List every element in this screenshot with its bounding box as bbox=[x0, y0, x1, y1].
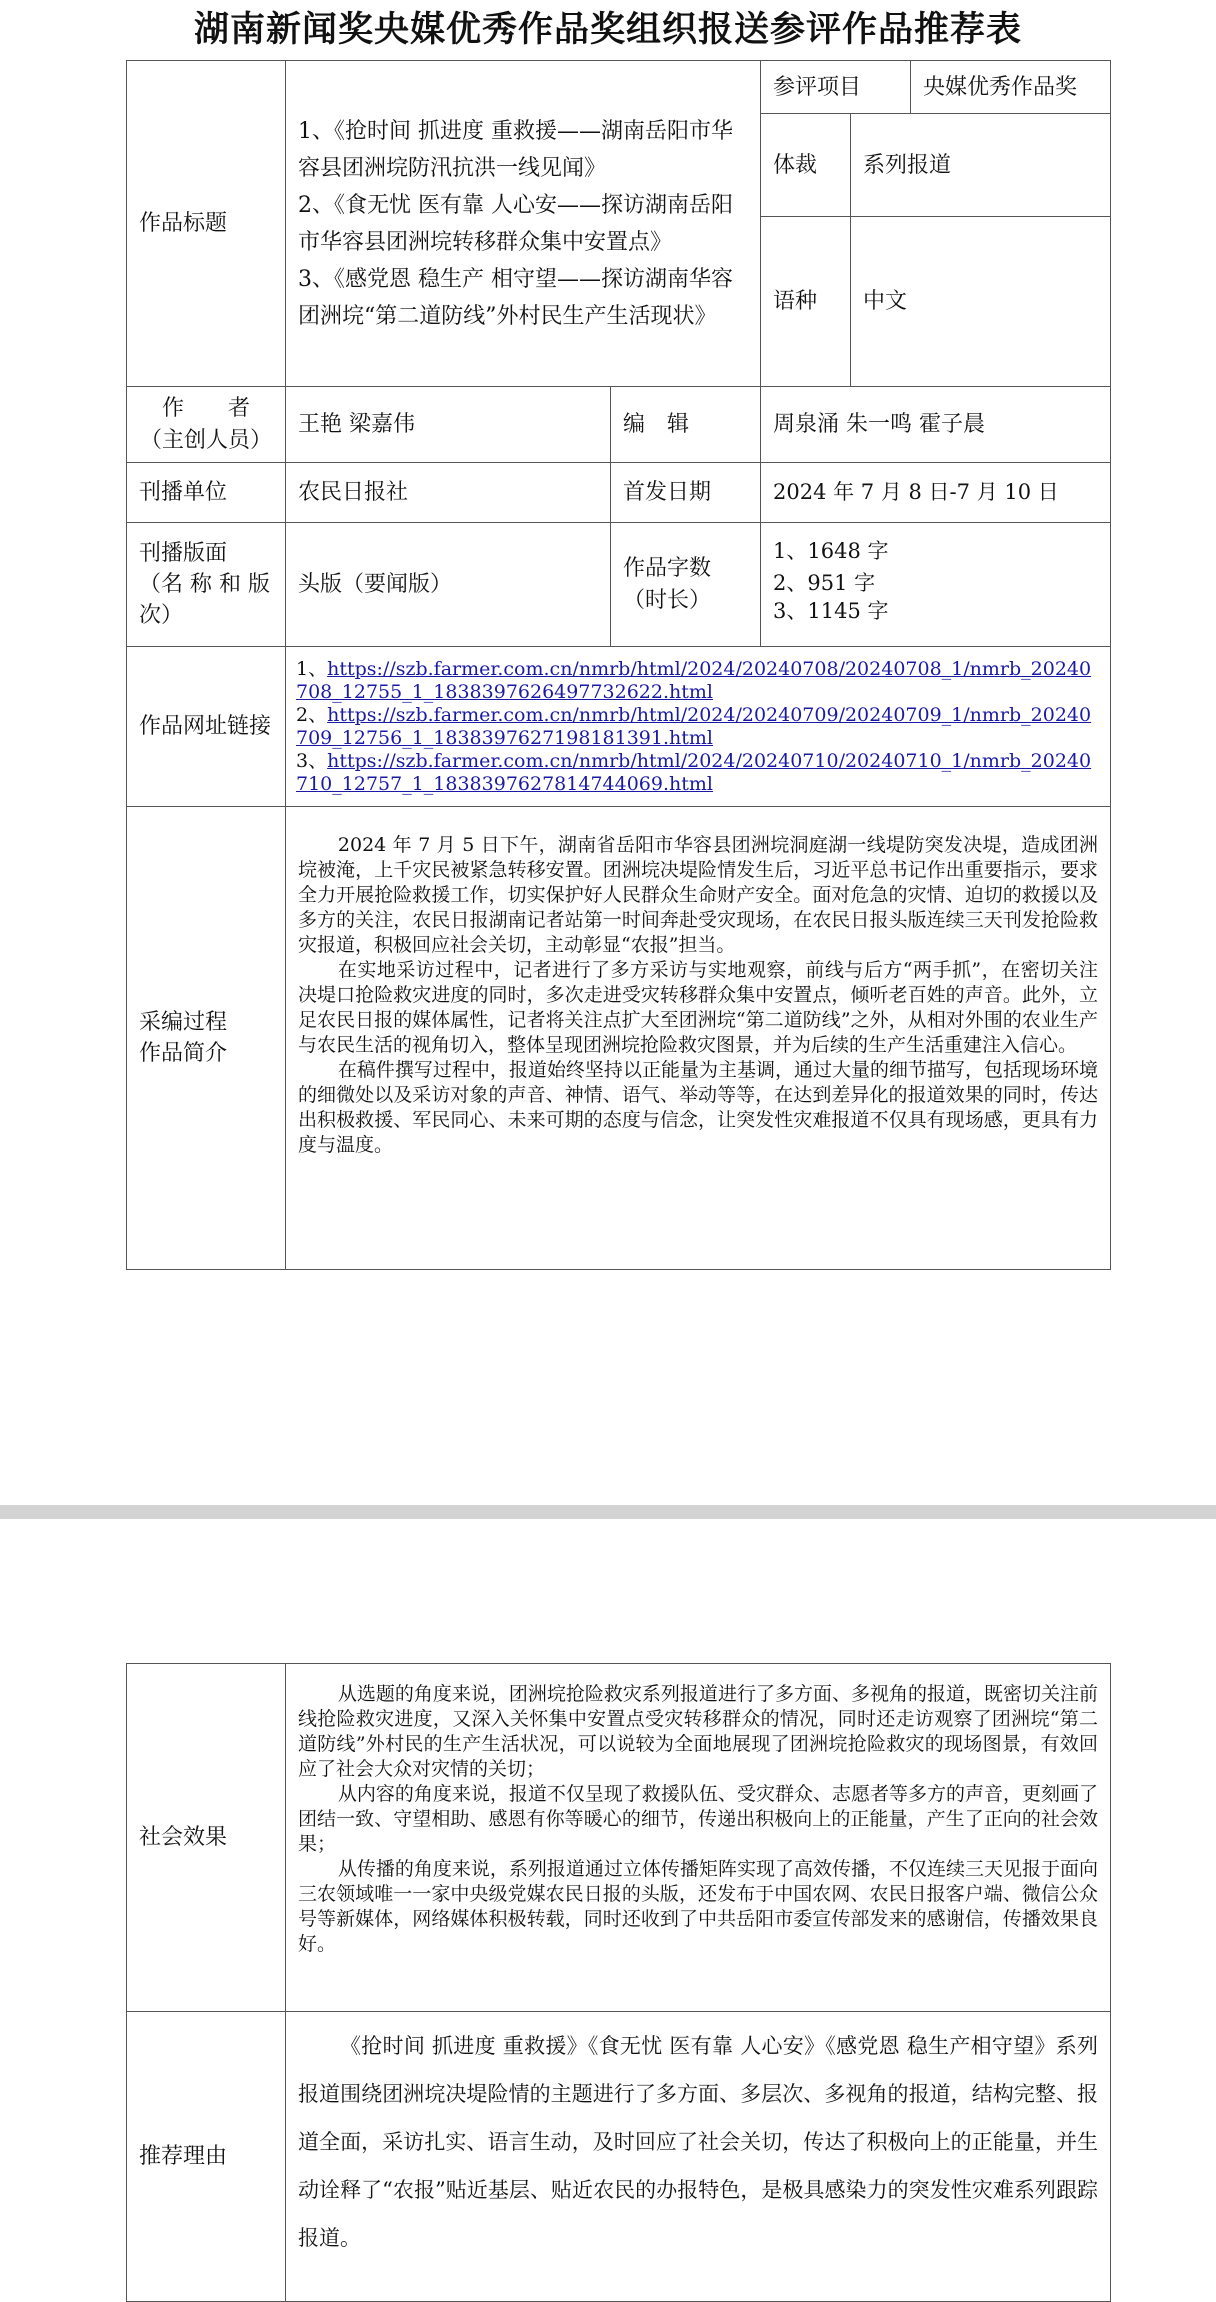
genre-label: 体裁 bbox=[761, 114, 851, 217]
first-date-label: 首发日期 bbox=[611, 463, 761, 523]
page-two bbox=[0, 1519, 1216, 2264]
page-separator bbox=[0, 1505, 1216, 1519]
link-prefix: 1、 bbox=[296, 657, 328, 680]
editor-value: 周泉涌 朱一鸣 霍子晨 bbox=[761, 387, 1111, 463]
article-link-1[interactable] bbox=[296, 658, 1100, 704]
page-label bbox=[127, 523, 286, 647]
process-paragraph: 2024 年 7 月 5 日下午，湖南省岳阳市华容县团洲垸洞庭湖一线堤防突发决堤，造成团洲垸被淹，上千灾民被紧急转移安置。团洲垸决堤险情发生后，习近平总书记作出重要指示，要求全力开展抢险救援工作，切实保护好人民群众生命财产安全。面对危急的灾情、迫切的救援以及多方的关注，农民日报湖南记者站第一时间奔赴受灾现场，在农民日报头版连续三天刊发抢险救灾报道，积极回应社会关切，主动彰显“农报”担当。 bbox=[298, 834, 1099, 956]
language-label: 语种 bbox=[761, 217, 851, 387]
entry-item-value: 央媒优秀作品奖 bbox=[911, 61, 1111, 114]
work-title-label: 作品标题 bbox=[127, 61, 286, 387]
language-value: 中文 bbox=[851, 217, 1111, 387]
process-paragraph: 在稿件撰写过程中，报道始终坚持以正能量为主基调，通过大量的细节描写，包括现场环境的细微处以及采访对象的声音、神情、语气、举动等等，在达到差异化的报道效果的同时，传达出积极救援、军民同心、未来可期的态度与信念，让突发性灾难报道不仅具有现场感，更具有力度与温度。 bbox=[298, 1059, 1099, 1156]
social-effect-label: 社会效果 bbox=[127, 1664, 286, 2012]
recommendation-form-table bbox=[126, 60, 1111, 1270]
word-count-label-line: （时长） bbox=[623, 587, 712, 613]
link-url[interactable]: https://szb.farmer.com.cn/nmrb/html/2024/20240708/20240708_1/nmrb_20240708_12755_1_1838397626497732622.html bbox=[296, 657, 1092, 703]
genre-value: 系列报道 bbox=[851, 114, 1111, 217]
word-count-item: 2、951 字 bbox=[773, 571, 876, 595]
process-label-line: 作品简介 bbox=[139, 1041, 228, 1066]
word-count-label bbox=[611, 523, 761, 647]
social-effect-text bbox=[286, 1664, 1111, 2012]
editor-label: 编 辑 bbox=[611, 387, 761, 463]
publisher-label: 刊播单位 bbox=[127, 463, 286, 523]
url-label: 作品网址链接 bbox=[127, 647, 286, 807]
url-list bbox=[286, 647, 1111, 807]
process-paragraph: 在实地采访过程中，记者进行了多方采访与实地观察，前线与后方“两手抓”，在密切关注决堤口抢险救灾进度的同时，多次走进受灾转移群众集中安置点，倾听老百姓的声音。此外，立足农民日报的媒体属性，记者将关注点扩大至团洲垸“第二道防线”之外，从相对外围的农业生产与农民生活的视角切入，整体呈现团洲垸抢险救灾图景，并为后续的生产生活重建注入信心。 bbox=[298, 959, 1099, 1056]
link-url[interactable]: https://szb.farmer.com.cn/nmrb/html/2024/20240709/20240709_1/nmrb_20240709_12756_1_1838397627198181391.html bbox=[296, 703, 1092, 749]
social-effect-paragraph: 从选题的角度来说，团洲垸抢险救灾系列报道进行了多方面、多视角的报道，既密切关注前线抢险救灾进度，又深入关怀集中安置点受灾转移群众的情况，同时还走访观察了团洲垸“第二道防线”外村民的生产生活状况，可以说较为全面地展现了团洲垸抢险救灾的现场图景，有效回应了社会大众对灾情的关切； bbox=[298, 1683, 1098, 1780]
page-value: 头版（要闻版） bbox=[286, 523, 611, 647]
work-title-list bbox=[286, 61, 761, 387]
author-label-line: （主创人员） bbox=[139, 427, 272, 453]
process-label bbox=[127, 807, 286, 1270]
author-value: 王艳 梁嘉伟 bbox=[286, 387, 611, 463]
process-label-line: 采编过程 bbox=[139, 1010, 228, 1035]
work-title-item: 1、《抢时间 抓进度 重救援——湖南岳阳市华容县团洲垸防汛抗洪一线见闻》 bbox=[298, 118, 733, 181]
article-link-3[interactable] bbox=[296, 750, 1100, 796]
word-count-label-line: 作品字数 bbox=[623, 555, 712, 581]
social-effect-paragraph: 从内容的角度来说，报道不仅呈现了救援队伍、受灾群众、志愿者等多方的声音，更刻画了团结一致、守望相助、感恩有你等暖心的细节，传递出积极向上的正能量，产生了正向的社会效果； bbox=[298, 1783, 1098, 1855]
link-prefix: 3、 bbox=[296, 749, 328, 772]
page-label-line: 刊播版面 bbox=[139, 541, 228, 566]
publisher-value: 农民日报社 bbox=[286, 463, 611, 523]
form-title: 湖南新闻奖央媒优秀作品奖组织报送参评作品推荐表 bbox=[193, 10, 1022, 50]
first-date-value: 2024 年 7 月 8 日-7 月 10 日 bbox=[761, 463, 1111, 523]
author-label-line: 作 者 bbox=[161, 395, 250, 421]
recommendation-form-table-continued bbox=[126, 1663, 1111, 2302]
reason-label: 推荐理由 bbox=[127, 2012, 286, 2302]
page-label-line: （名 称 和 版 bbox=[139, 572, 270, 597]
word-count-item: 1、1648 字 bbox=[773, 539, 889, 563]
reason-paragraph: 《抢时间 抓进度 重救援》《食无忧 医有靠 人心安》《感党恩 稳生产相守望》系列报道围绕团洲垸决堤险情的主题进行了多方面、多层次、多视角的报道，结构完整、报道全面，采访扎实、语言生动，及时回应了社会关切，传达了积极向上的正能量，并生动诠释了“农报”贴近基层、贴近农民的办报特色，是极具感染力的突发性灾难系列跟踪报道。 bbox=[298, 2034, 1098, 2250]
reason-text bbox=[286, 2012, 1111, 2302]
article-link-2[interactable] bbox=[296, 704, 1100, 750]
entry-item-label: 参评项目 bbox=[761, 61, 911, 114]
work-title-item: 2、《食无忧 医有靠 人心安——探访湖南岳阳市华容县团洲垸转移群众集中安置点》 bbox=[298, 192, 733, 255]
link-url[interactable]: https://szb.farmer.com.cn/nmrb/html/2024/20240710/20240710_1/nmrb_20240710_12757_1_1838397627814744069.html bbox=[296, 749, 1092, 795]
link-prefix: 2、 bbox=[296, 703, 328, 726]
word-count-item: 3、1145 字 bbox=[773, 599, 889, 623]
process-text bbox=[286, 807, 1111, 1270]
author-label bbox=[127, 387, 286, 463]
word-count-value bbox=[761, 523, 1111, 647]
page-label-line: 次） bbox=[139, 603, 184, 628]
work-title-item: 3、《感党恩 稳生产 相守望——探访湖南华容团洲垸“第二道防线”外村民生产生活现状》 bbox=[298, 266, 733, 329]
social-effect-paragraph: 从传播的角度来说，系列报道通过立体传播矩阵实现了高效传播，不仅连续三天见报于面向三农领域唯一一家中央级党媒农民日报的头版，还发布于中国农网、农民日报客户端、微信公众号等新媒体，网络媒体积极转载，同时还收到了中共岳阳市委宣传部发来的感谢信，传播效果良好。 bbox=[298, 1858, 1098, 1955]
